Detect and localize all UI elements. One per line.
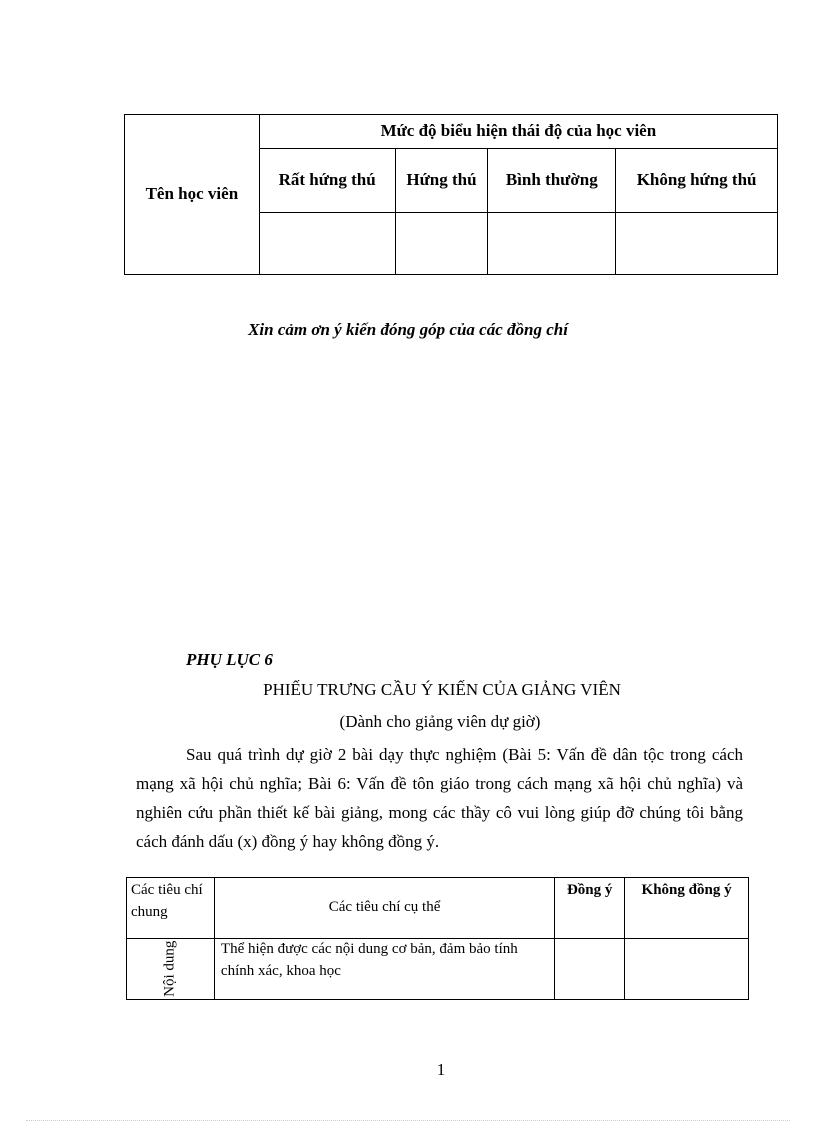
- page-number: 1: [436, 1060, 446, 1079]
- agree-header: Đồng ý: [555, 878, 625, 939]
- col-student-header: Tên học viên: [125, 115, 260, 275]
- general-criteria-header: Các tiêu chí chung: [127, 878, 215, 939]
- form-title: PHIẾU TRƯNG CẦU Ý KIẾN CỦA GIẢNG VIÊN: [263, 680, 621, 699]
- level-header: Không hứng thú: [616, 149, 778, 213]
- criteria-table: [126, 877, 749, 1000]
- empty-cell: [259, 213, 395, 275]
- page-bottom-divider: [26, 1120, 790, 1121]
- criteria-group-cell: [127, 939, 215, 1000]
- attitude-table: [124, 114, 778, 275]
- specific-criteria-header: Các tiêu chí cụ thể: [214, 878, 554, 939]
- appendix-label: PHỤ LỤC 6: [186, 650, 273, 669]
- criterion-text: Thể hiện được các nội dung cơ bản, đảm bảo tính chính xác, khoa học: [214, 939, 554, 1000]
- form-subtitle: (Dành cho giảng viên dự giờ): [339, 712, 541, 731]
- disagree-checkbox-cell[interactable]: [625, 939, 749, 1000]
- empty-cell: [395, 213, 488, 275]
- empty-cell: [616, 213, 778, 275]
- attitude-group-header: Mức độ biểu hiện thái độ của học viên: [259, 115, 777, 149]
- criteria-group-label: Nội dung: [161, 940, 178, 997]
- level-header: Rất hứng thú: [259, 149, 395, 213]
- level-header: Hứng thú: [395, 149, 488, 213]
- thanks-note: Xin cảm ơn ý kiến đóng góp của các đồng chí: [248, 320, 568, 339]
- agree-checkbox-cell[interactable]: [555, 939, 625, 1000]
- level-header: Bình thường: [488, 149, 616, 213]
- disagree-header: Không đồng ý: [625, 878, 749, 939]
- intro-paragraph: Sau quá trình dự giờ 2 bài dạy thực nghiệm (Bài 5: Vấn đề dân tộc trong cách mạng xã hội chủ nghĩa; Bài 6: Vấn đề tôn giáo trong cách mạng xã hội chủ nghĩa) và nghiên cứu phần thiết kế bài giảng, mong các thầy cô vui lòng giúp đỡ chúng tôi bằng cách đánh dấu (x) đồng ý hay không đồng ý.: [136, 745, 743, 851]
- empty-cell: [488, 213, 616, 275]
